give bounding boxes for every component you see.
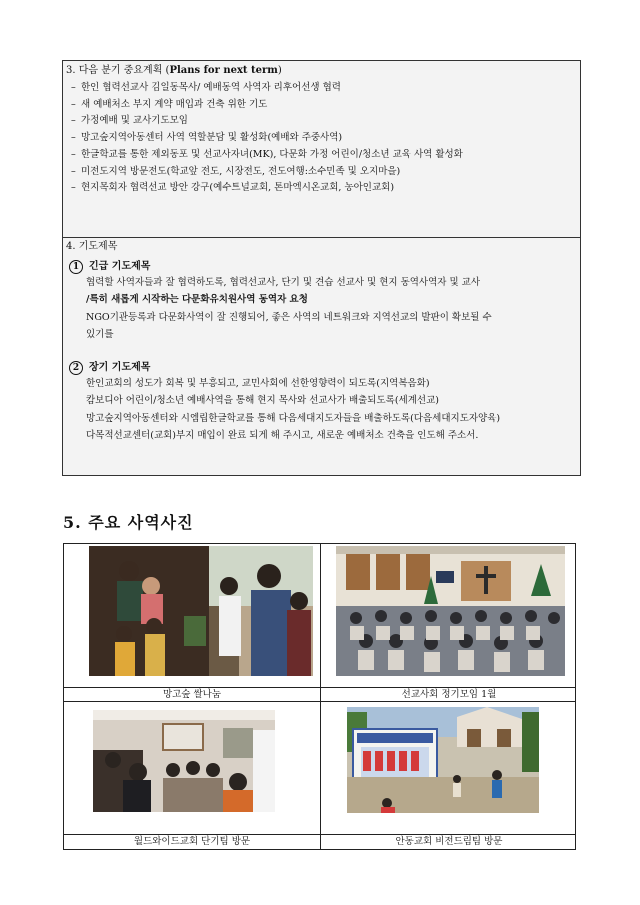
photo-table (63, 543, 576, 850)
plan-item-text: 한인 협력선교사 김일동목사/ 예배동역 사역자 리후어선생 협력 (81, 82, 341, 93)
plan-item-text: 가정예배 및 교사기도모임 (81, 115, 188, 127)
photo-rice-sharing (89, 546, 313, 676)
long-prayer-heading (69, 358, 150, 375)
prayer-title: 4. 기도제목 (66, 241, 118, 252)
plan-item (71, 147, 463, 164)
plan-item-text: 미전도지역 방문전도(학교앞 전도, 시장전도, 전도여행:소수민족 및 오지마을) (81, 165, 401, 177)
urgent-line-2: /특히 새롭게 시작하는 다문화유치원사역 동역자 요청 (86, 294, 308, 306)
dash-bullet: – (71, 115, 76, 127)
urgent-prayer-body (86, 274, 571, 344)
circled-one-icon: 1 (69, 260, 83, 274)
caption-rice-sharing: 망고숲 쌀나눔 (162, 689, 222, 700)
plan-item (71, 97, 463, 114)
plans-title-suffix: ) (277, 65, 282, 76)
dash-bullet: – (71, 82, 76, 93)
dash-bullet: – (71, 182, 76, 194)
photos-heading: 5. 주요 사역사진 (63, 513, 194, 532)
caption-andong-church-team: 안동교회 비전드림팀 방문 (395, 836, 503, 847)
long-prayer-body (86, 375, 571, 445)
urgent-line-4: 있기를 (86, 329, 114, 341)
urgent-line-1: 협력할 사역자들과 잘 협력하도록, 협력선교사, 단기 및 견습 선교사 및 현지 동역사역자 및 교사 (86, 277, 481, 288)
long-prayer-label: 장기 기도제목 (89, 362, 151, 373)
plan-item (71, 113, 463, 130)
caption-worldwide-church-team: 월드와이드교회 단기팀 방문 (133, 836, 251, 847)
plans-section (63, 61, 580, 238)
circled-two-icon: 2 (69, 361, 83, 375)
photo-missionary-meeting (336, 546, 565, 676)
plan-item (71, 180, 463, 197)
plan-item-text: 현지목회자 협력선교 방안 강구(예수트널교회, 톤마엑시온교회, 농아인교회) (81, 182, 395, 194)
long-line-1: 한인교회의 성도가 회복 및 부흥되고, 교민사회에 선한영향력이 되도록(지역복음화) (86, 378, 430, 389)
plans-title-en: Plans for next term (169, 65, 278, 76)
plan-item-text: 한글학교를 통한 제외동포 및 선교사자녀(MK), 다문화 가정 어린이/청소년 교육 사역 활성화 (81, 148, 463, 160)
dash-bullet: – (71, 165, 76, 177)
urgent-prayer-label: 긴급 기도제목 (89, 261, 151, 272)
plan-item-text: 망고숲지역아동센터 사역 역할분담 및 활성화(예배와 주중사역) (81, 132, 343, 144)
dash-bullet: – (71, 98, 76, 110)
long-line-4: 다목적선교센터(교회)부지 매입이 완료 되게 해 주시고, 새로운 예배처소 건축을 인도해 주소서. (86, 430, 479, 442)
plan-item (71, 130, 463, 147)
photo-andong-church-team (347, 707, 539, 813)
plan-item (71, 80, 463, 97)
urgent-prayer-heading (69, 257, 150, 274)
dash-bullet: – (71, 132, 76, 144)
urgent-line-3: NGO기관등록과 다문화사역이 잘 진행되어, 좋은 사역의 네트워크와 지역선교의 발판이 확보될 수 (86, 311, 492, 323)
plans-list (71, 80, 463, 197)
prayer-section (63, 238, 580, 475)
long-line-2: 캄보디아 어린이/청소년 예배사역을 통해 현지 목사와 선교사가 배출되도록(세계선교) (86, 395, 439, 407)
plans-title (66, 65, 282, 77)
dash-bullet: – (71, 148, 76, 160)
plan-item (71, 164, 463, 181)
plans-prayer-box (62, 60, 581, 476)
plans-title-prefix: 3. 다음 분기 중요계획 ( (66, 65, 170, 76)
photo-worldwide-church-team (93, 710, 275, 812)
caption-missionary-meeting: 선교사회 정기모임 1월 (401, 689, 497, 700)
plan-item-text: 새 예배처소 부지 계약 매입과 건축 위한 기도 (81, 98, 268, 110)
long-line-3: 망고숲지역아동센터와 시엠립한글학교를 통해 다음세대지도자들을 배출하도록(다음세대지도자양육) (86, 412, 501, 424)
